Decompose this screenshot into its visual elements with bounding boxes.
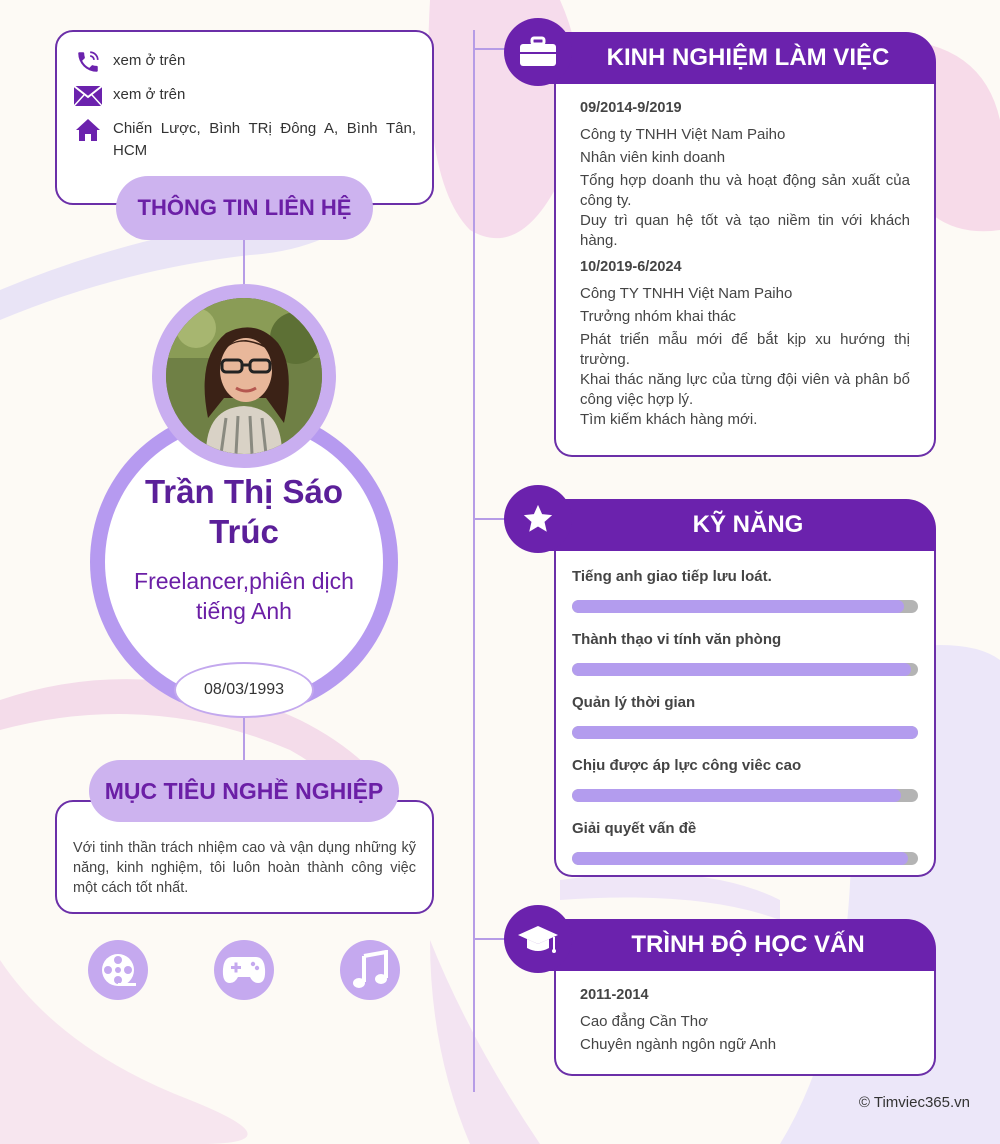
skill-item — [572, 567, 918, 613]
skill-bar — [572, 663, 918, 676]
job-duty: Phát triển mẫu mới để bắt kịp xu hướng thị trường. — [580, 331, 910, 368]
phone-value: xem ở trên — [113, 52, 186, 69]
education-heading: TRÌNH ĐỘ HỌC VẤN — [540, 919, 936, 971]
skill-label: Thành thạo vi tính văn phòng — [572, 631, 782, 648]
email-value: xem ở trên — [113, 86, 186, 103]
footer-credit: © Timviec365.vn — [858, 1094, 970, 1111]
briefcase-icon — [504, 18, 572, 86]
job-entry — [580, 259, 910, 430]
job-duty: Duy trì quan hệ tốt và tạo niềm tin với khách hàng. — [580, 212, 910, 249]
contact-address — [73, 118, 416, 162]
star-icon — [504, 485, 572, 553]
phone-icon — [73, 50, 103, 74]
job-date: 10/2019-6/2024 — [580, 259, 682, 275]
address-value: Chiến Lược, Bình TRị Đông A, Bình Tân, HCM — [113, 120, 416, 159]
connector-line — [243, 718, 245, 762]
job-position: Nhân viên kinh doanh — [580, 149, 726, 166]
skill-bar-fill — [572, 600, 904, 613]
skill-item — [572, 693, 918, 739]
skill-item — [572, 756, 918, 802]
skill-label: Chịu được áp lực công viêc cao — [572, 757, 802, 774]
job-duty: Tổng hợp doanh thu và hoạt động sản xuất của công ty. — [580, 172, 910, 209]
skill-label: Quản lý thời gian — [572, 694, 696, 711]
job-duty: Tìm kiếm khách hàng mới. — [580, 411, 758, 428]
date-of-birth: 08/03/1993 — [174, 662, 314, 718]
skills-heading: KỸ NĂNG — [540, 499, 936, 551]
education-period: 2011-2014 — [580, 987, 649, 1003]
skill-label: Giải quyết vấn đề — [572, 820, 697, 837]
timeline-divider — [473, 30, 475, 1092]
skills-box — [554, 551, 936, 877]
experience-heading: KINH NGHIỆM LÀM VIỆC — [540, 32, 936, 84]
skill-label: Tiếng anh giao tiếp lưu loát. — [572, 568, 772, 585]
job-position: Trưởng nhóm khai thác — [580, 308, 737, 325]
skill-bar — [572, 852, 918, 865]
education-box — [554, 971, 936, 1076]
full-name: Trần Thị Sáo Trúc — [144, 473, 344, 550]
contact-phone — [73, 50, 416, 74]
job-title: Freelancer,phiên dịch tiếng Anh — [134, 568, 354, 624]
education-school: Cao đẳng Cần Thơ — [580, 1013, 708, 1030]
profile-photo — [166, 298, 322, 454]
home-icon — [73, 118, 103, 142]
career-goal-text: Với tinh thần trách nhiệm cao và vận dụng những kỹ năng, kinh nghiệm, tôi luôn hoàn thành công việc một cách tốt nhất. — [73, 840, 416, 896]
mail-icon — [73, 84, 103, 108]
skill-bar-fill — [572, 726, 918, 739]
contact-heading: THÔNG TIN LIÊN HỆ — [116, 176, 373, 240]
skill-item — [572, 630, 918, 676]
connector-line — [243, 240, 245, 290]
job-company: Công ty TNHH Việt Nam Paiho — [580, 126, 786, 143]
skill-bar — [572, 726, 918, 739]
skill-bar — [572, 789, 918, 802]
education-major: Chuyên ngành ngôn ngữ Anh — [580, 1036, 777, 1053]
contact-email — [73, 84, 416, 108]
skill-bar-fill — [572, 789, 901, 802]
job-company: Công TY TNHH Việt Nam Paiho — [580, 285, 793, 302]
film-icon — [88, 940, 148, 1000]
skill-bar-fill — [572, 663, 911, 676]
skill-bar — [572, 600, 918, 613]
job-duty: Khai thác năng lực của từng đội viên và phân bổ công việc hợp lý. — [580, 371, 910, 408]
experience-box — [554, 84, 936, 457]
job-date: 09/2014-9/2019 — [580, 100, 682, 116]
skill-bar-fill — [572, 852, 908, 865]
graduation-cap-icon — [504, 905, 572, 973]
music-icon — [340, 940, 400, 1000]
job-entry — [580, 100, 910, 251]
career-goal-heading: MỤC TIÊU NGHỀ NGHIỆP — [89, 760, 399, 822]
skill-item — [572, 819, 918, 865]
gamepad-icon — [214, 940, 274, 1000]
